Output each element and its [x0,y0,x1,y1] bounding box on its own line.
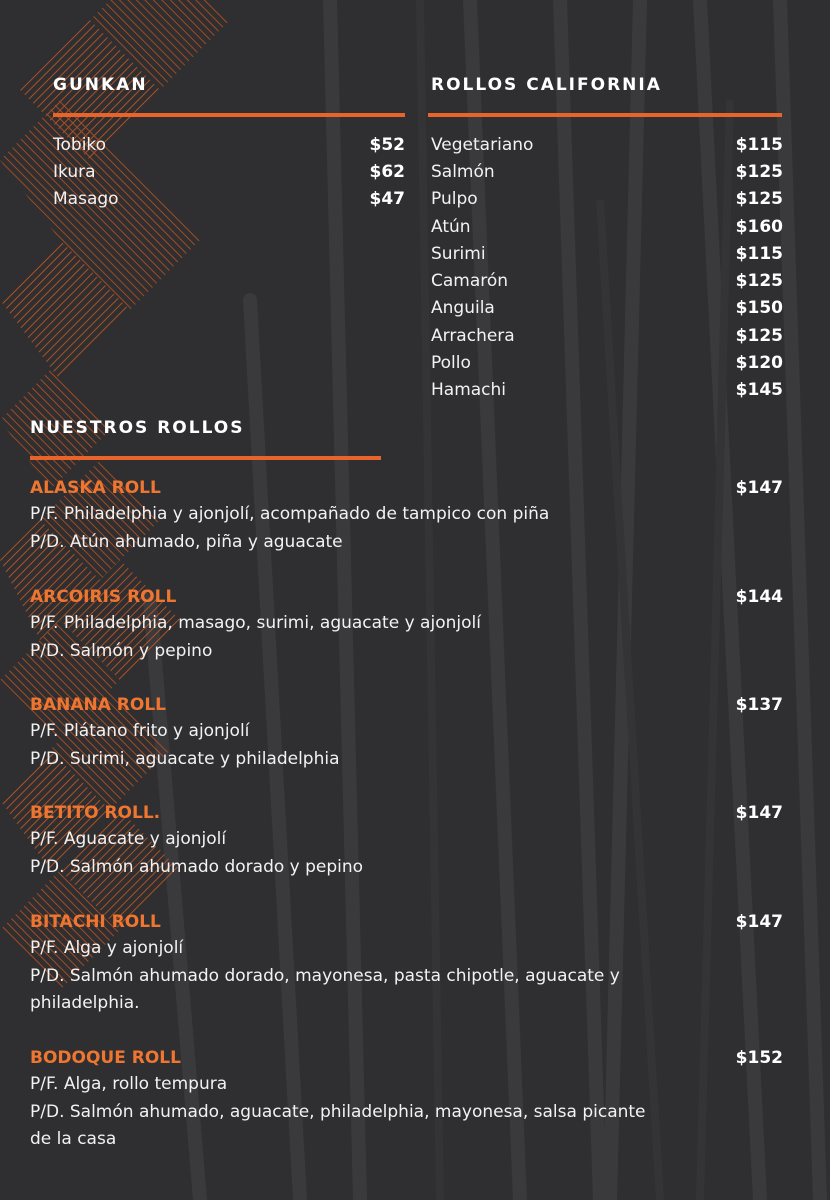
item-name: Arrachera [431,325,515,346]
roll-inside-description: P/D. Salmón ahumado dorado y pepino [30,856,364,877]
roll-name: BITACHI ROLL [30,911,161,932]
section-divider-nuestros [30,456,381,460]
item-price: $47 [369,189,405,210]
item-price: $125 [735,325,783,346]
item-name: Surimi [431,243,486,264]
item-name: Anguila [431,298,495,319]
section-divider-gunkan [53,113,405,117]
item-name: Salmón [431,161,495,182]
roll-price: $152 [735,1047,783,1068]
item-name: Vegetariano [431,134,534,155]
list-item [431,158,783,185]
roll-item [30,908,783,1018]
item-name: Hamachi [431,380,507,401]
list-item [431,240,783,267]
roll-outside-description: P/F. Alga, rollo tempura [30,1074,228,1094]
roll-name: BODOQUE ROLL [30,1047,181,1068]
roll-inside-description: P/D. Surimi, aguacate y philadelphia [30,748,340,769]
roll-price: $137 [735,694,783,715]
item-price: $125 [735,161,783,182]
section-title-nuestros-rollos: NUESTROS ROLLOS [30,418,245,438]
item-name: Ikura [53,161,96,182]
roll-item [30,691,783,773]
roll-price: $147 [735,802,783,823]
item-price: $62 [369,161,405,182]
roll-price: $147 [735,477,783,498]
section-title-gunkan: GUNKAN [53,75,148,95]
roll-name: BETITO ROLL. [30,802,161,823]
roll-inside-description: P/D. Salmón y pepino [30,640,213,661]
roll-outside-description: P/F. Alga y ajonjolí [30,938,184,958]
item-price: $150 [735,298,783,319]
roll-item [30,1044,783,1154]
list-item [431,267,783,294]
item-price: $120 [735,353,783,374]
item-name: Masago [53,189,119,210]
roll-name: BANANA ROLL [30,694,167,715]
item-price: $160 [735,216,783,237]
list-item [431,295,783,322]
list-item [431,322,783,349]
roll-item [30,474,783,556]
list-item [431,131,783,158]
item-name: Pulpo [431,189,478,210]
gunkan-price-list [53,131,405,213]
list-item [53,158,405,185]
roll-inside-description: P/D. Salmón ahumado dorado, mayonesa, pasta chipotle, aguacate y philadelphia. [30,965,620,1013]
california-price-list [431,131,783,404]
list-item [431,349,783,376]
item-name: Camarón [431,271,509,292]
item-price: $125 [735,271,783,292]
roll-inside-description: P/D. Salmón ahumado, aguacate, philadelphia, mayonesa, salsa picante de la casa [30,1101,646,1149]
list-item [431,213,783,240]
item-price: $145 [735,380,783,401]
item-price: $52 [369,134,405,155]
section-title-rollos-california: ROLLOS CALIFORNIA [431,75,662,95]
list-item [431,186,783,213]
section-divider-california [428,113,782,117]
item-name: Pollo [431,353,471,374]
roll-price: $144 [735,586,783,607]
item-price: $125 [735,189,783,210]
list-item [53,131,405,158]
roll-inside-description: P/D. Atún ahumado, piña y aguacate [30,531,343,552]
roll-name: ARCOIRIS ROLL [30,586,177,607]
item-name: Tobiko [53,134,107,155]
item-price: $115 [735,134,783,155]
list-item [431,377,783,404]
roll-item [30,583,783,665]
item-name: Atún [431,216,471,237]
roll-price: $147 [735,911,783,932]
roll-outside-description: P/F. Philadelphia y ajonjolí, acompañado de tampico con piña [30,504,550,524]
item-price: $115 [735,243,783,264]
roll-name: ALASKA ROLL [30,477,161,498]
roll-item [30,799,783,881]
list-item [53,186,405,213]
roll-outside-description: P/F. Plátano frito y ajonjolí [30,721,250,741]
roll-outside-description: P/F. Aguacate y ajonjolí [30,829,227,849]
roll-outside-description: P/F. Philadelphia, masago, surimi, aguacate y ajonjolí [30,613,481,633]
